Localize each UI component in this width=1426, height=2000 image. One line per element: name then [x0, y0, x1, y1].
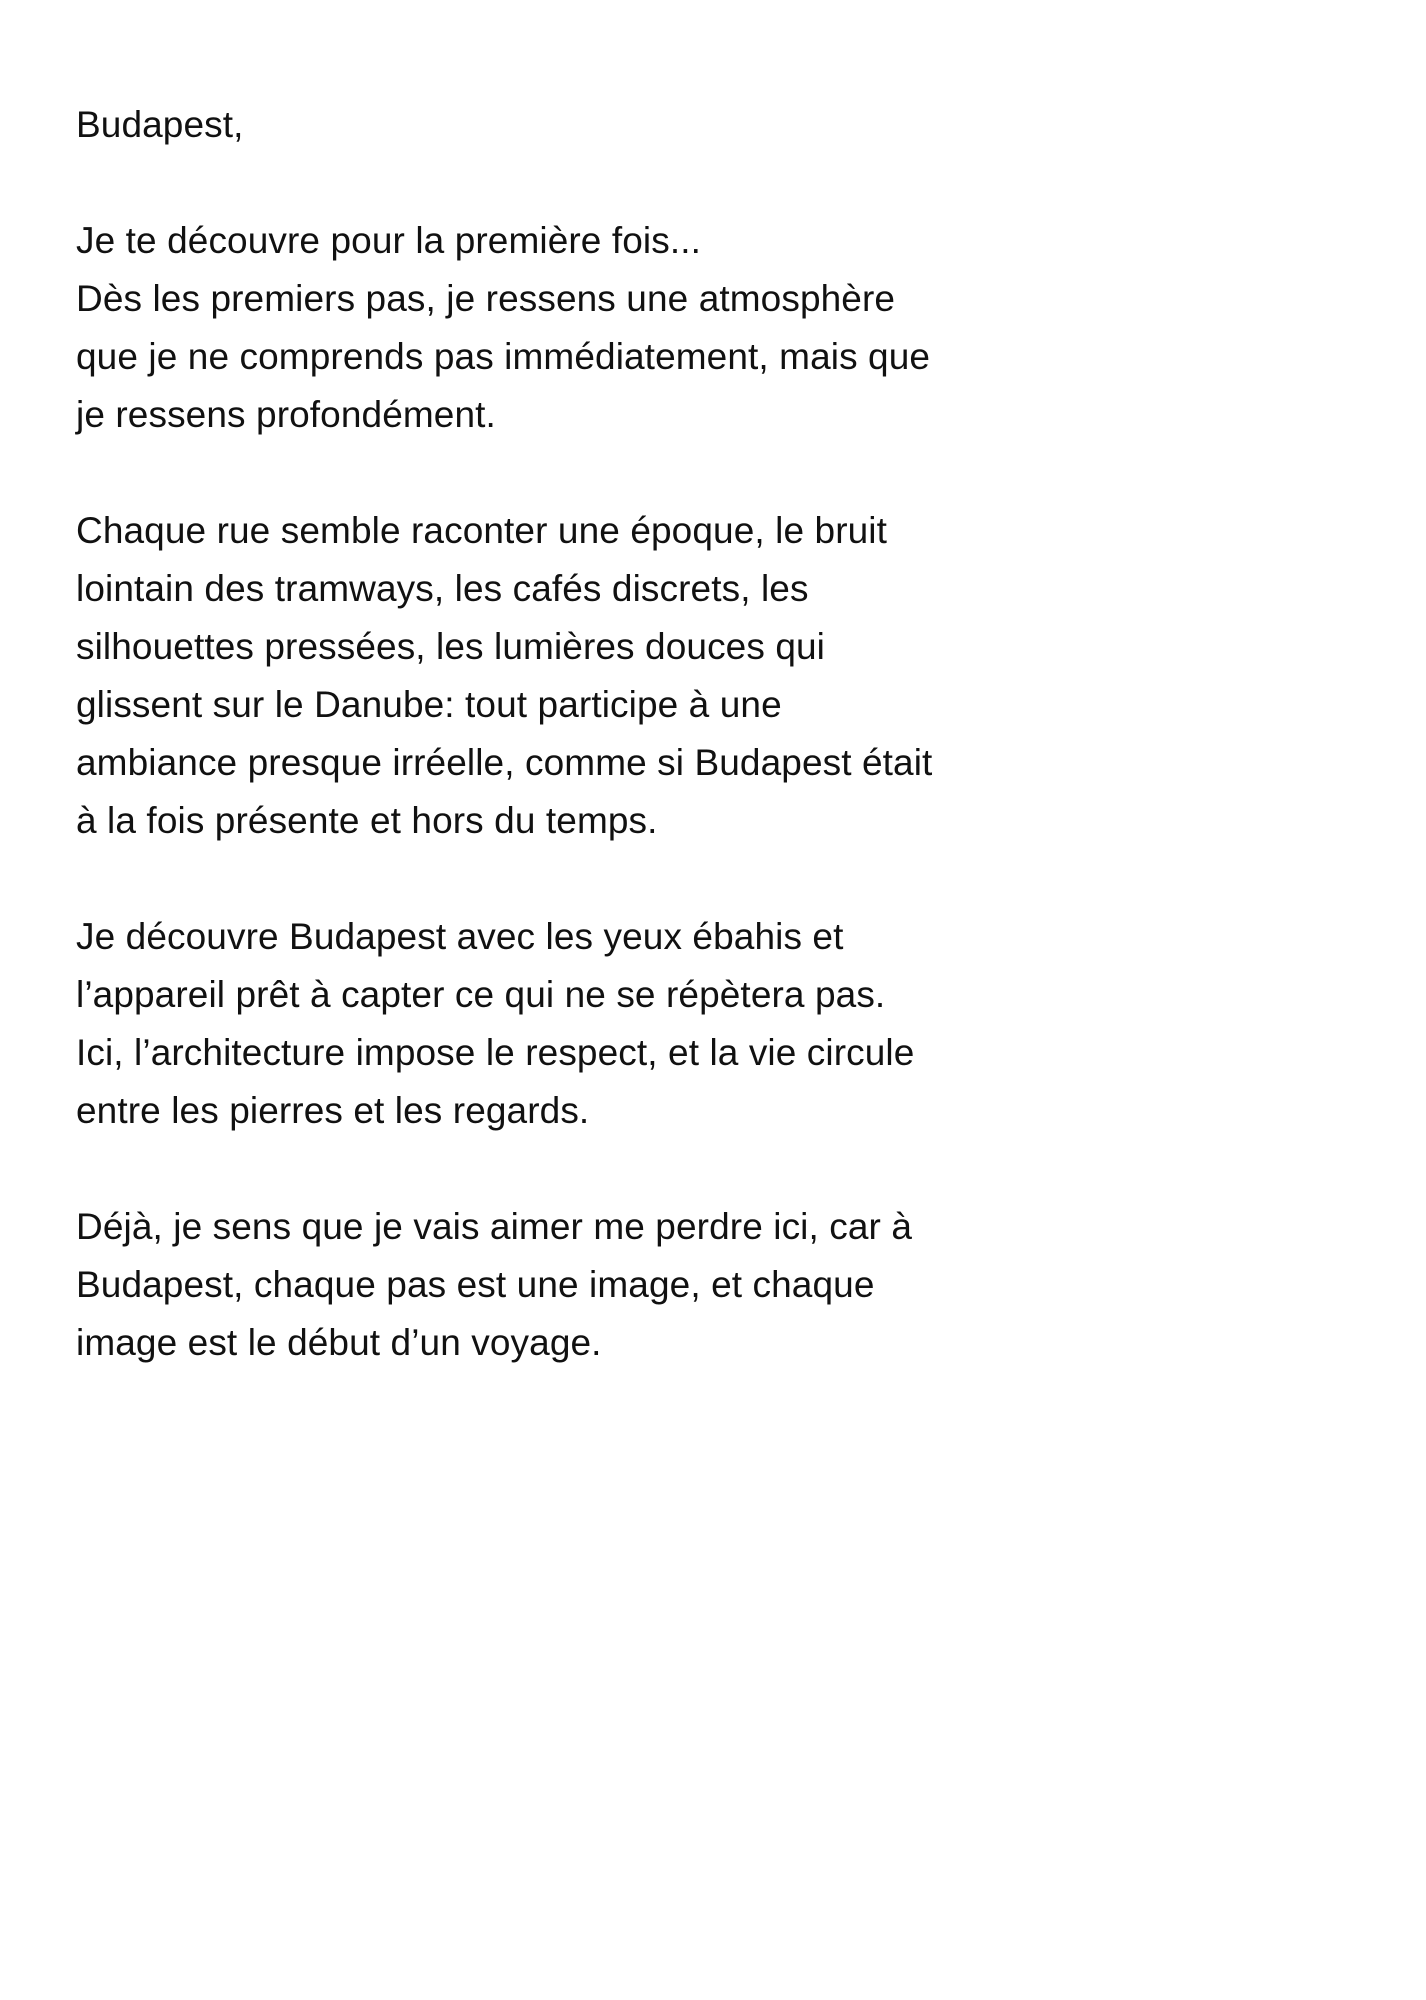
paragraph-spacer: [76, 444, 1066, 502]
paragraph-spacer: [76, 154, 1066, 212]
paragraph-1-line-3: que je ne comprends pas immédiatement, mais que: [76, 336, 931, 377]
paragraph-spacer: [76, 1140, 1066, 1198]
salutation-line: Budapest,: [76, 104, 244, 145]
paragraph-3-line-1: Je découvre Budapest avec les yeux ébahis et: [76, 916, 844, 957]
paragraph-4-line-2: Budapest, chaque pas est une image, et chaque: [76, 1264, 875, 1305]
paragraph-3-line-3: Ici, l’architecture impose le respect, et la vie circule: [76, 1032, 915, 1073]
document-body: [76, 96, 1066, 1372]
paragraph-1: [76, 212, 1066, 444]
paragraph-4: [76, 1198, 1066, 1372]
paragraph-1-line-2: Dès les premiers pas, je ressens une atmosphère: [76, 278, 896, 319]
paragraph-2-line-3: silhouettes pressées, les lumières douces qui: [76, 626, 825, 667]
paragraph-2-line-5: ambiance presque irréelle, comme si Budapest était: [76, 742, 933, 783]
paragraph-spacer: [76, 850, 1066, 908]
paragraph-3-line-4: entre les pierres et les regards.: [76, 1090, 590, 1131]
paragraph-4-line-1: Déjà, je sens que je vais aimer me perdre ici, car à: [76, 1206, 913, 1247]
paragraph-2-line-6: à la fois présente et hors du temps.: [76, 800, 658, 841]
paragraph-3: [76, 908, 1066, 1140]
paragraph-1-line-4: je ressens profondément.: [76, 394, 496, 435]
paragraph-2-line-1: Chaque rue semble raconter une époque, le bruit: [76, 510, 888, 551]
paragraph-2-line-2: lointain des tramways, les cafés discrets, les: [76, 568, 809, 609]
paragraph-2: [76, 502, 1066, 850]
paragraph-2-line-4: glissent sur le Danube: tout participe à une: [76, 684, 782, 725]
paragraph-1-line-1: Je te découvre pour la première fois...: [76, 220, 701, 261]
paragraph-3-line-2: l’appareil prêt à capter ce qui ne se répètera pas.: [76, 974, 886, 1015]
paragraph-4-line-3: image est le début d’un voyage.: [76, 1322, 602, 1363]
